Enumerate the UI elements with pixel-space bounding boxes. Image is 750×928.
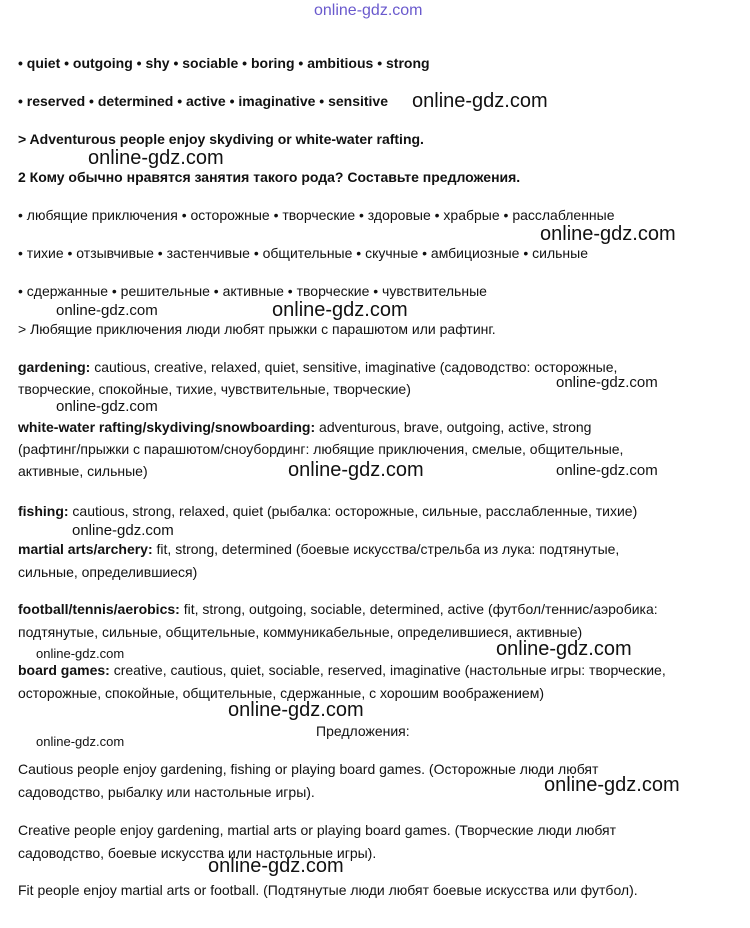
- watermark: online-gdz.com: [56, 302, 158, 319]
- activity-continuation: (рафтинг/прыжки с парашютом/сноубординг: любящие приключения, смелые, общительные,: [18, 441, 624, 457]
- activity-board-games: [18, 661, 666, 679]
- sentence-1-line-1: Cautious people enjoy gardening, fishing or playing board games. (Осторожные люди любят: [18, 761, 599, 777]
- example-russian: > Любящие приключения люди любят прыжки с парашютом или рафтинг.: [18, 321, 496, 337]
- activity-continuation: подтянутые, сильные, общительные, коммуникабельные, определившиеся, активные): [18, 624, 583, 640]
- watermark: online-gdz.com: [36, 734, 125, 749]
- watermark: online-gdz.com: [88, 147, 224, 169]
- watermark: online-gdz.com: [208, 855, 344, 877]
- watermark: online-gdz.com: [412, 90, 548, 112]
- watermark: online-gdz.com: [228, 699, 364, 721]
- watermark: online-gdz.com: [544, 774, 680, 796]
- ru-adjective-line-3: • сдержанные • решительные • активные • творческие • чувствительные: [18, 283, 487, 299]
- watermark: online-gdz.com: [556, 462, 658, 479]
- ru-adjective-line-1: • любящие приключения • осторожные • творческие • здоровые • храбрые • расслабленные: [18, 207, 615, 223]
- sentence-1-line-2: садоводство, рыбалку или настольные игры).: [18, 784, 315, 800]
- example-english: > Adventurous people enjoy skydiving or white-water rafting.: [18, 131, 424, 147]
- activity-description: cautious, strong, relaxed, quiet (рыбалка: осторожные, сильные, расслабленные, тихие): [68, 503, 638, 519]
- watermark: online-gdz.com: [496, 638, 632, 660]
- watermark: online-gdz.com: [272, 299, 408, 321]
- watermark: online-gdz.com: [288, 459, 424, 481]
- activity-martial-arts: [18, 540, 619, 558]
- activity-description: fit, strong, determined (боевые искусства/стрельба из лука: подтянутые,: [152, 541, 620, 557]
- activity-continuation: творческие, спокойные, тихие, чувствительные, творческие): [18, 381, 411, 397]
- activity-term: football/tennis/aerobics:: [18, 601, 180, 617]
- sentence-2-line-2: садоводство, боевые искусства или настольные игры).: [18, 845, 377, 861]
- activity-rafting: [18, 418, 591, 436]
- sentence-2-line-1: Creative people enjoy gardening, martial arts or playing board games. (Творческие люди любят: [18, 822, 617, 838]
- activity-description: cautious, creative, relaxed, quiet, sensitive, imaginative (садоводство: осторожные,: [90, 359, 618, 375]
- watermark: online-gdz.com: [56, 398, 158, 415]
- activity-fishing: [18, 502, 637, 520]
- activity-term: martial arts/archery:: [18, 541, 153, 557]
- task-2-heading: 2 Кому обычно нравятся занятия такого рода? Составьте предложения.: [18, 169, 521, 185]
- activity-term: white-water rafting/skydiving/snowboarding:: [18, 419, 316, 435]
- activity-gardening: [18, 358, 617, 376]
- activity-description: fit, strong, outgoing, sociable, determined, active (футбол/теннис/аэробика:: [179, 601, 658, 617]
- watermark: online-gdz.com: [36, 646, 125, 661]
- activity-term: fishing:: [18, 503, 69, 519]
- sentence-3: Fit people enjoy martial arts or football. (Подтянутые люди любят боевые искусства или футбол).: [18, 882, 638, 898]
- adjective-list-line-1: • quiet • outgoing • shy • sociable • boring • ambitious • strong: [18, 55, 430, 71]
- watermark: online-gdz.com: [540, 223, 676, 245]
- ru-adjective-line-2: • тихие • отзывчивые • застенчивые • общительные • скучные • амбициозные • сильные: [18, 245, 589, 261]
- activity-continuation: активные, сильные): [18, 463, 148, 479]
- watermark: online-gdz.com: [556, 374, 658, 391]
- activity-description: adventurous, brave, outgoing, active, strong: [315, 419, 592, 435]
- activity-description: creative, cautious, quiet, sociable, reserved, imaginative (настольные игры: творческие,: [109, 662, 666, 678]
- activity-continuation: осторожные, спокойные, общительные, сдержанные, с хорошим воображением): [18, 685, 544, 701]
- watermark: online-gdz.com: [72, 522, 174, 539]
- sentences-heading: Предложения:: [316, 723, 410, 739]
- activity-term: gardening:: [18, 359, 91, 375]
- activity-term: board games:: [18, 662, 110, 678]
- activity-football: [18, 600, 658, 618]
- activity-continuation: сильные, определившиеся): [18, 564, 198, 580]
- adjective-list-line-2: • reserved • determined • active • imaginative • sensitive: [18, 93, 389, 109]
- watermark-top: online-gdz.com: [314, 2, 423, 19]
